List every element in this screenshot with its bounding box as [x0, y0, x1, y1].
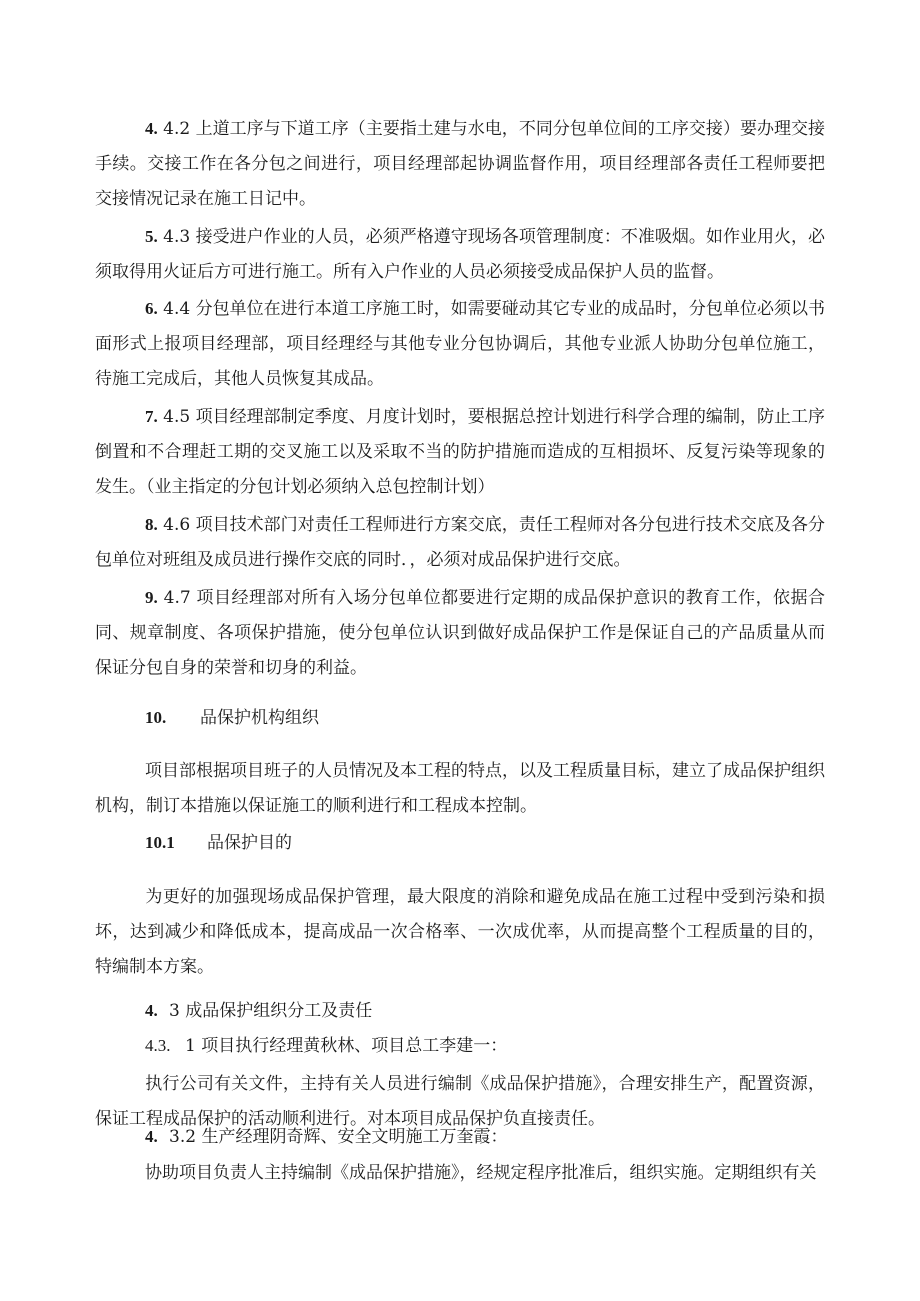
paragraph-text: 执行公司有关文件，主持有关人员进行编制《成品保护措施》，合理安排生产，配置资源，保证工程成品保护的活动顺利进行。对本项目成品保护负直接责任。 — [95, 1074, 825, 1129]
item-4-3-2 — [145, 1122, 507, 1152]
paragraph-8 — [95, 507, 825, 578]
paragraph-text: 4.5 项目经理部制定季度、月度计划时，要根据总控计划进行科学合理的编制，防止工序倒置和不合理赶工期的交叉施工以及采取不当的防护措施而造成的互相损坏、反复污染等现象的发生。（业主指定的分包计划必须纳入总包控制计划） — [95, 407, 825, 497]
paragraph-text: 4.6 项目技术部门对责任工程师进行方案交底，责任工程师对各分包进行技术交底及各分包单位对班组及成员进行操作交底的同时．，必须对成品保护进行交底。 — [95, 515, 825, 570]
paragraph-4 — [95, 111, 825, 217]
paragraph-6 — [95, 291, 825, 397]
heading-text: 品保护机构组织 — [200, 708, 319, 728]
paragraph-9 — [95, 580, 825, 686]
item-number: 4. — [145, 1127, 158, 1146]
item-text: 1 项目执行经理黄秋林、项目总工李建一： — [185, 1036, 508, 1056]
paragraph-number: 4. — [145, 119, 158, 138]
heading-number: 4. — [145, 1001, 158, 1020]
paragraph-number: 6. — [145, 299, 158, 318]
subsection-heading — [145, 828, 292, 858]
heading-text: 3 成品保护组织分工及责任 — [169, 1001, 373, 1021]
item-text: 3.2 生产经理阴奇辉、安全文明施工万奎霞： — [169, 1127, 508, 1147]
para-4-3-2 — [95, 1156, 825, 1191]
org-paragraph — [95, 754, 825, 824]
paragraph-text: 4.4 分包单位在进行本道工序施工时，如需要碰动其它专业的成品时，分包单位必须以书面形式上报项目经理部，项目经理经与其他专业分包协调后，其他专业派人协助分包单位施工，待施工完成后，其他人员恢复其成品。 — [95, 299, 825, 389]
paragraph-text: 项目部根据项目班子的人员情况及本工程的特点，以及工程质量目标，建立了成品保护组织机构，制订本措施以保证施工的顺利进行和工程成本控制。 — [95, 761, 825, 816]
paragraph-text: 4.7 项目经理部对所有入场分包单位都要进行定期的成品保护意识的教育工作，依据合同、规章制度、各项保护措施，使分包单位认识到做好成品保护工作是保证自己的产品质量从而保证分包自身的荣誉和切身的利益。 — [95, 588, 825, 678]
paragraph-number: 8. — [145, 515, 158, 534]
paragraph-number: 5. — [145, 227, 158, 246]
paragraph-5 — [95, 219, 825, 290]
heading-number: 10.1 — [145, 833, 175, 852]
heading-number: 10. — [145, 708, 167, 727]
heading-text: 品保护目的 — [207, 833, 292, 853]
paragraph-text: 为更好的加强现场成品保护管理，最大限度的消除和避免成品在施工过程中受到污染和损坏，达到减少和降低成本，提高成品一次合格率、一次成优率，从而提高整个工程质量的目的，特编制本方案。 — [95, 887, 825, 977]
subsection-heading-4-3 — [145, 996, 372, 1026]
item-4-3-1 — [145, 1031, 507, 1061]
paragraph-number: 9. — [145, 588, 158, 607]
section-heading — [145, 703, 319, 733]
goal-paragraph — [95, 880, 825, 985]
item-number: 4.3. — [145, 1036, 171, 1055]
paragraph-7 — [95, 399, 825, 505]
paragraph-text: 协助项目负责人主持编制《成品保护措施》，经规定程序批准后，组织实施。定期组织有关 — [145, 1163, 817, 1183]
paragraph-number: 7. — [145, 407, 158, 426]
paragraph-text: 4.3 接受进户作业的人员，必须严格遵守现场各项管理制度：不准吸烟。如作业用火，必须取得用火证后方可进行施工。所有入户作业的人员必须接受成品保护人员的监督。 — [95, 227, 825, 282]
paragraph-text: 4.2 上道工序与下道工序（主要指土建与水电，不同分包单位间的工序交接）要办理交接手续。交接工作在各分包之间进行，项目经理部起协调监督作用，项目经理部各责任工程师要把交接情况记录在施工日记中。 — [95, 119, 825, 209]
